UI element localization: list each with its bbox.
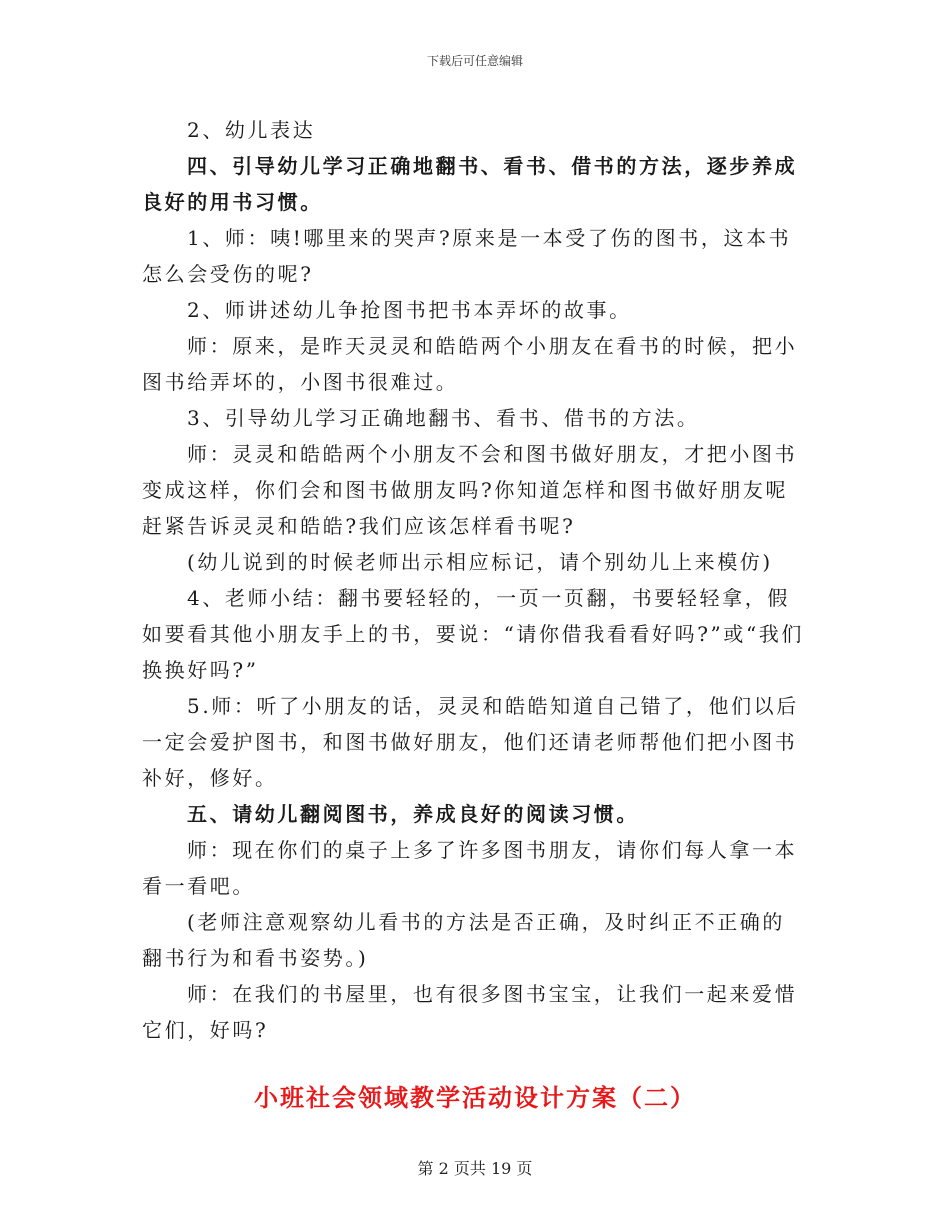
paragraph-teacher-question: 1、师：咦!哪里来的哭声?原来是一本受了伤的图书，这本书怎么会受伤的呢?	[142, 226, 792, 286]
paragraph-teacher-summary: 4、老师小结：翻书要轻轻的，一页一页翻，书要轻轻拿，假如要看其他小朋友手上的书，要说：“请你借我看看好吗?”或“我们换换好吗?”	[142, 586, 804, 682]
paragraph-story: 2、师讲述幼儿争抢图书把书本弄坏的故事。	[187, 298, 632, 322]
page-header: 下载后可任意编辑	[426, 54, 523, 68]
paragraph-teacher-read: 师：现在你们的桌子上多了许多图书朋友，请你们每人拿一本看一看吧。	[142, 838, 798, 898]
paragraph-teacher-friends: 师：灵灵和皓皓两个小朋友不会和图书做好朋友，才把小图书变成这样，你们会和图书做朋友吗?你知道怎样和图书做好朋友呢赶紧告诉灵灵和皓皓?我们应该怎样看书呢?	[142, 442, 798, 538]
paragraph-teacher-observe: (老师注意观察幼儿看书的方法是否正确，及时纠正不正确的翻书行为和看书姿势。)	[142, 910, 786, 970]
document-body	[142, 112, 807, 1048]
page-footer: 第 2 页共 19 页	[417, 1159, 533, 1178]
paragraph-teacher-cherish: 师：在我们的书屋里，也有很多图书宝宝，让我们一起来爱惜它们，好吗?	[142, 982, 798, 1042]
paragraph-child-expression: 2、幼儿表达	[187, 118, 316, 142]
section-heading-five: 五、请幼儿翻阅图书，养成良好的阅读习惯。	[187, 802, 639, 826]
paragraph-guide-method: 3、引导幼儿学习正确地翻书、看书、借书的方法。	[187, 406, 700, 430]
paragraph-child-imitate: (幼儿说到的时候老师出示相应标记，请个别幼儿上来模仿)	[187, 550, 773, 574]
section-title: 小班社会领域教学活动设计方案（二）	[254, 1083, 696, 1112]
paragraph-teacher-explain: 师：原来，是昨天灵灵和皓皓两个小朋友在看书的时候，把小图书给弄坏的，小图书很难过。	[142, 334, 798, 394]
section-heading-four: 四、引导幼儿学习正确地翻书、看书、借书的方法，逐步养成良好的用书习惯。	[142, 154, 798, 214]
paragraph-teacher-repair: 5.师：听了小朋友的话，灵灵和皓皓知道自己错了，他们以后一定会爱护图书，和图书做好朋友，他们还请老师帮他们把小图书补好，修好。	[142, 694, 799, 790]
